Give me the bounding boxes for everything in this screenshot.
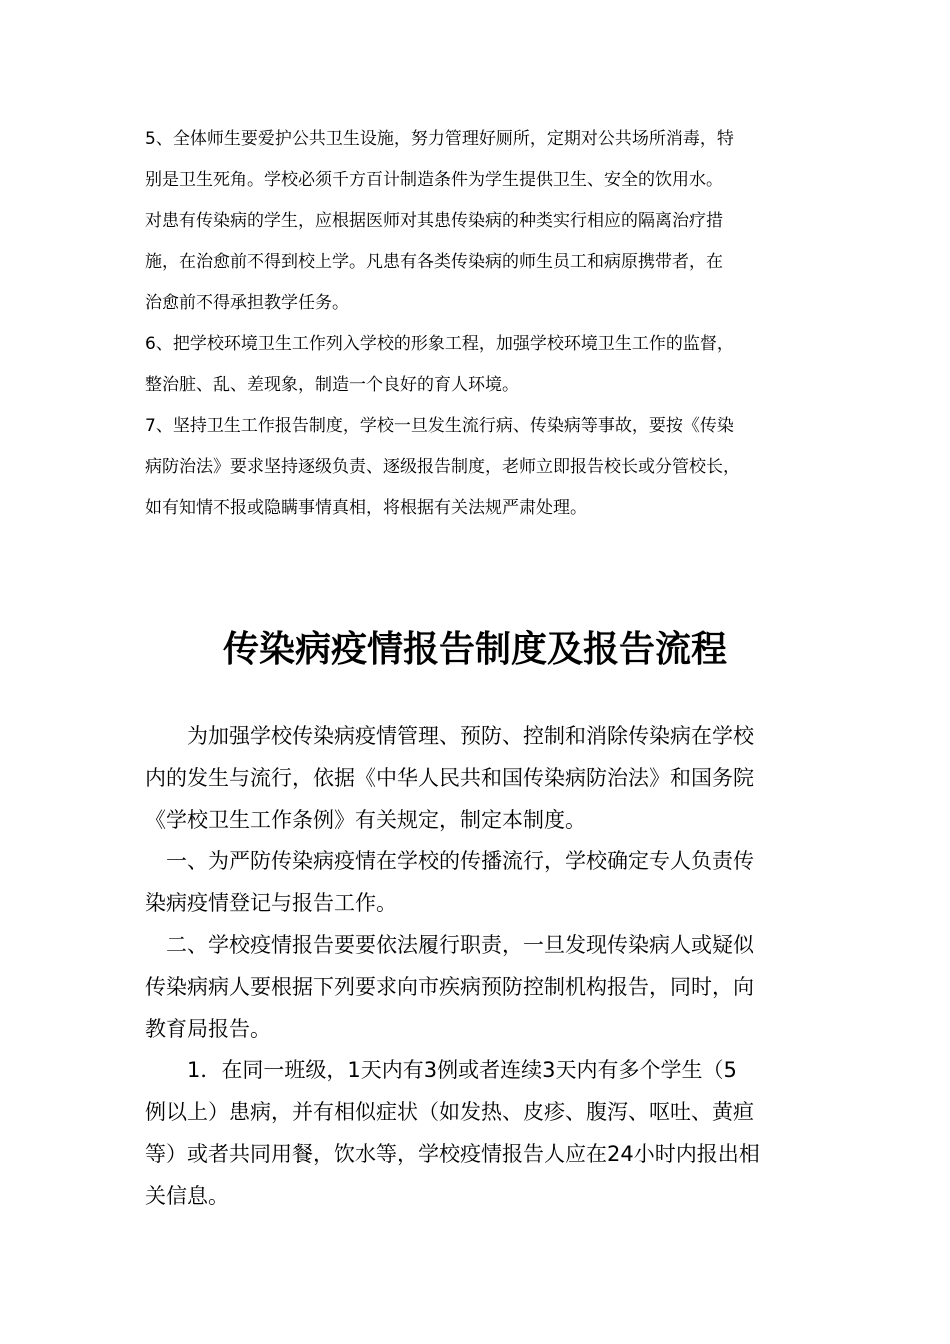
text-line: 例以上）患病，并有相似症状（如发热、皮疹、腹泻、呕吐、黄疸 (145, 1100, 754, 1125)
text-line: 施，在治愈前不得到校上学。凡患有各类传染病的师生员工和病原携带者，在 (145, 252, 723, 272)
epidemic-report-section (145, 716, 825, 1218)
text-line: 一、为严防传染病疫情在学校的传播流行，学校确定专人负责传 (145, 849, 754, 874)
text-line: 别是卫生死角。学校必须千方百计制造条件为学生提供卫生、安全的饮用水。 (145, 170, 723, 190)
text-line: 1．在同一班级，1天内有3例或者连续3天内有多个学生（5 (145, 1058, 737, 1083)
text-line: 对患有传染病的学生，应根据医师对其患传染病的种类实行相应的隔离治疗措 (145, 211, 723, 231)
text-line: 如有知情不报或隐瞒事情真相，将根据有关法规严肃处理。 (145, 498, 587, 518)
text-line: 治愈前不得承担教学任务。 (145, 293, 349, 313)
text-line: 病防治法》要求坚持逐级负责、逐级报告制度，老师立即报告校长或分管校长， (145, 457, 740, 477)
text-line: 关信息。 (145, 1183, 229, 1208)
text-line: 整治脏、乱、差现象，制造一个良好的育人环境。 (145, 375, 519, 395)
text-line: 7、坚持卫生工作报告制度，学校一旦发生流行病、传染病等事故，要按《传染 (145, 416, 734, 436)
text-line: 内的发生与流行，依据《中华人民共和国传染病防治法》和国务院 (145, 765, 754, 790)
text-line: 等）或者共同用餐，饮水等，学校疫情报告人应在24小时内报出相 (145, 1141, 760, 1166)
text-line: 5、全体师生要爱护公共卫生设施，努力管理好厕所，定期对公共场所消毒，特 (145, 129, 734, 149)
text-line: 《学校卫生工作条例》有关规定，制定本制度。 (145, 807, 586, 832)
text-line: 6、把学校环境卫生工作列入学校的形象工程，加强学校环境卫生工作的监督， (145, 334, 734, 354)
hygiene-rules-section (145, 119, 825, 529)
text-line: 传染病病人要根据下列要求向市疾病预防控制机构报告，同时，向 (145, 974, 754, 999)
text-line: 教育局报告。 (145, 1016, 271, 1041)
text-line: 染病疫情登记与报告工作。 (145, 891, 397, 916)
text-line: 二、学校疫情报告要要依法履行职责，一旦发现传染病人或疑似 (145, 932, 754, 957)
document-title: 传染病疫情报告制度及报告流程 (222, 629, 727, 670)
text-line: 为加强学校传染病疫情管理、预防、控制和消除传染病在学校 (145, 724, 754, 748)
